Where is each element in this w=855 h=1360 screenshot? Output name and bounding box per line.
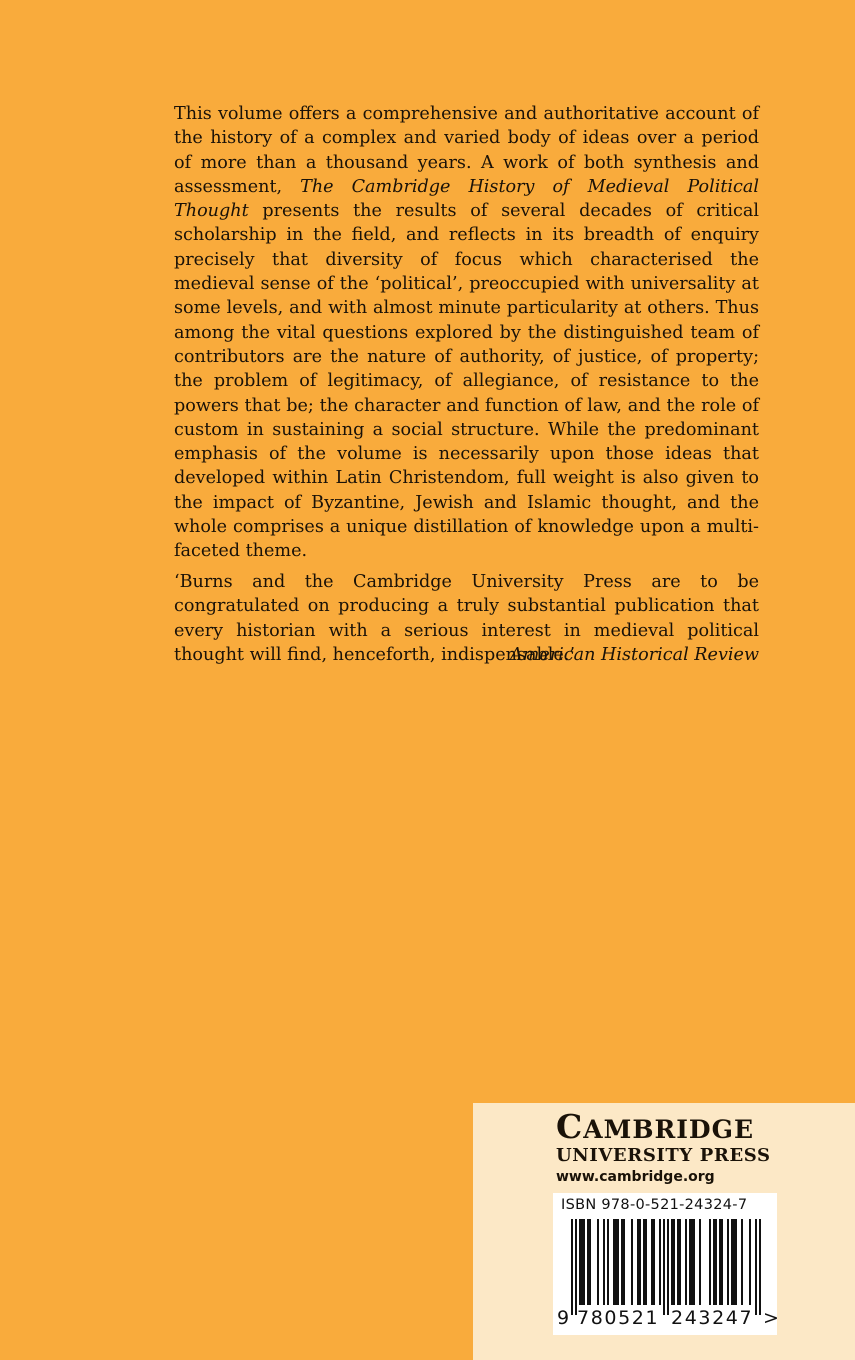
book-title: The Cambridge History of Medieval Political Thought	[174, 176, 759, 222]
publisher-panel	[473, 1103, 855, 1360]
ean-arrow: >	[763, 1307, 779, 1329]
ean-left-group: 780521	[577, 1307, 660, 1329]
ean-digits	[553, 1193, 777, 1335]
review-text: ‘Burns and the Cambridge University Press are to be congratulated on producing a truly substantial publication that every historian with a serious interest in medieval political thought will find, henceforth, indispensable.’	[174, 572, 759, 665]
ean-first-digit: 9	[557, 1307, 570, 1329]
publisher-logo	[556, 1107, 754, 1146]
publisher-website: www.cambridge.org	[556, 1169, 715, 1185]
description-start: This volume offers a comprehensive and authoritative account of the history of a complex and varied body of ideas over a period of more than a thousand years. A work of both synthesis and assessment,	[174, 104, 759, 197]
isbn-label: ISBN 978-0-521-24324-7	[561, 1197, 748, 1213]
barcode	[553, 1193, 777, 1335]
publisher-name-initial: C	[556, 1107, 584, 1146]
publisher-subtitle: UNIVERSITY PRESS	[556, 1145, 771, 1166]
review-quote	[174, 570, 759, 667]
publisher-name-rest: AMBRIDGE	[583, 1115, 755, 1144]
review-source: American Historical Review	[509, 644, 759, 665]
description-end: presents the results of several decades of critical scholarship in the field, and reflects in its breadth of enquiry precisely that diversity of focus which characterised the medieval sense of the ‘political’, preoccupied with universality at some levels, and with almost minute particularity at others. Thus among the vital questions explored by the distinguished team of contributors are the nature of authority, of justice, of property; the problem of legitimacy, of allegiance, of resistance to the powers that be; the character and function of law, and the role of custom in sustaining a social structure. While the predominant emphasis of the volume is necessarily upon those ideas that developed within Latin Christendom, full weight is also given to the impact of Byzantine, Jewish and Islamic thought, and the whole comprises a unique distillation of knowledge upon a multi-faceted theme.	[174, 201, 759, 562]
book-description	[174, 102, 759, 564]
ean-right-group: 243247	[671, 1307, 754, 1329]
